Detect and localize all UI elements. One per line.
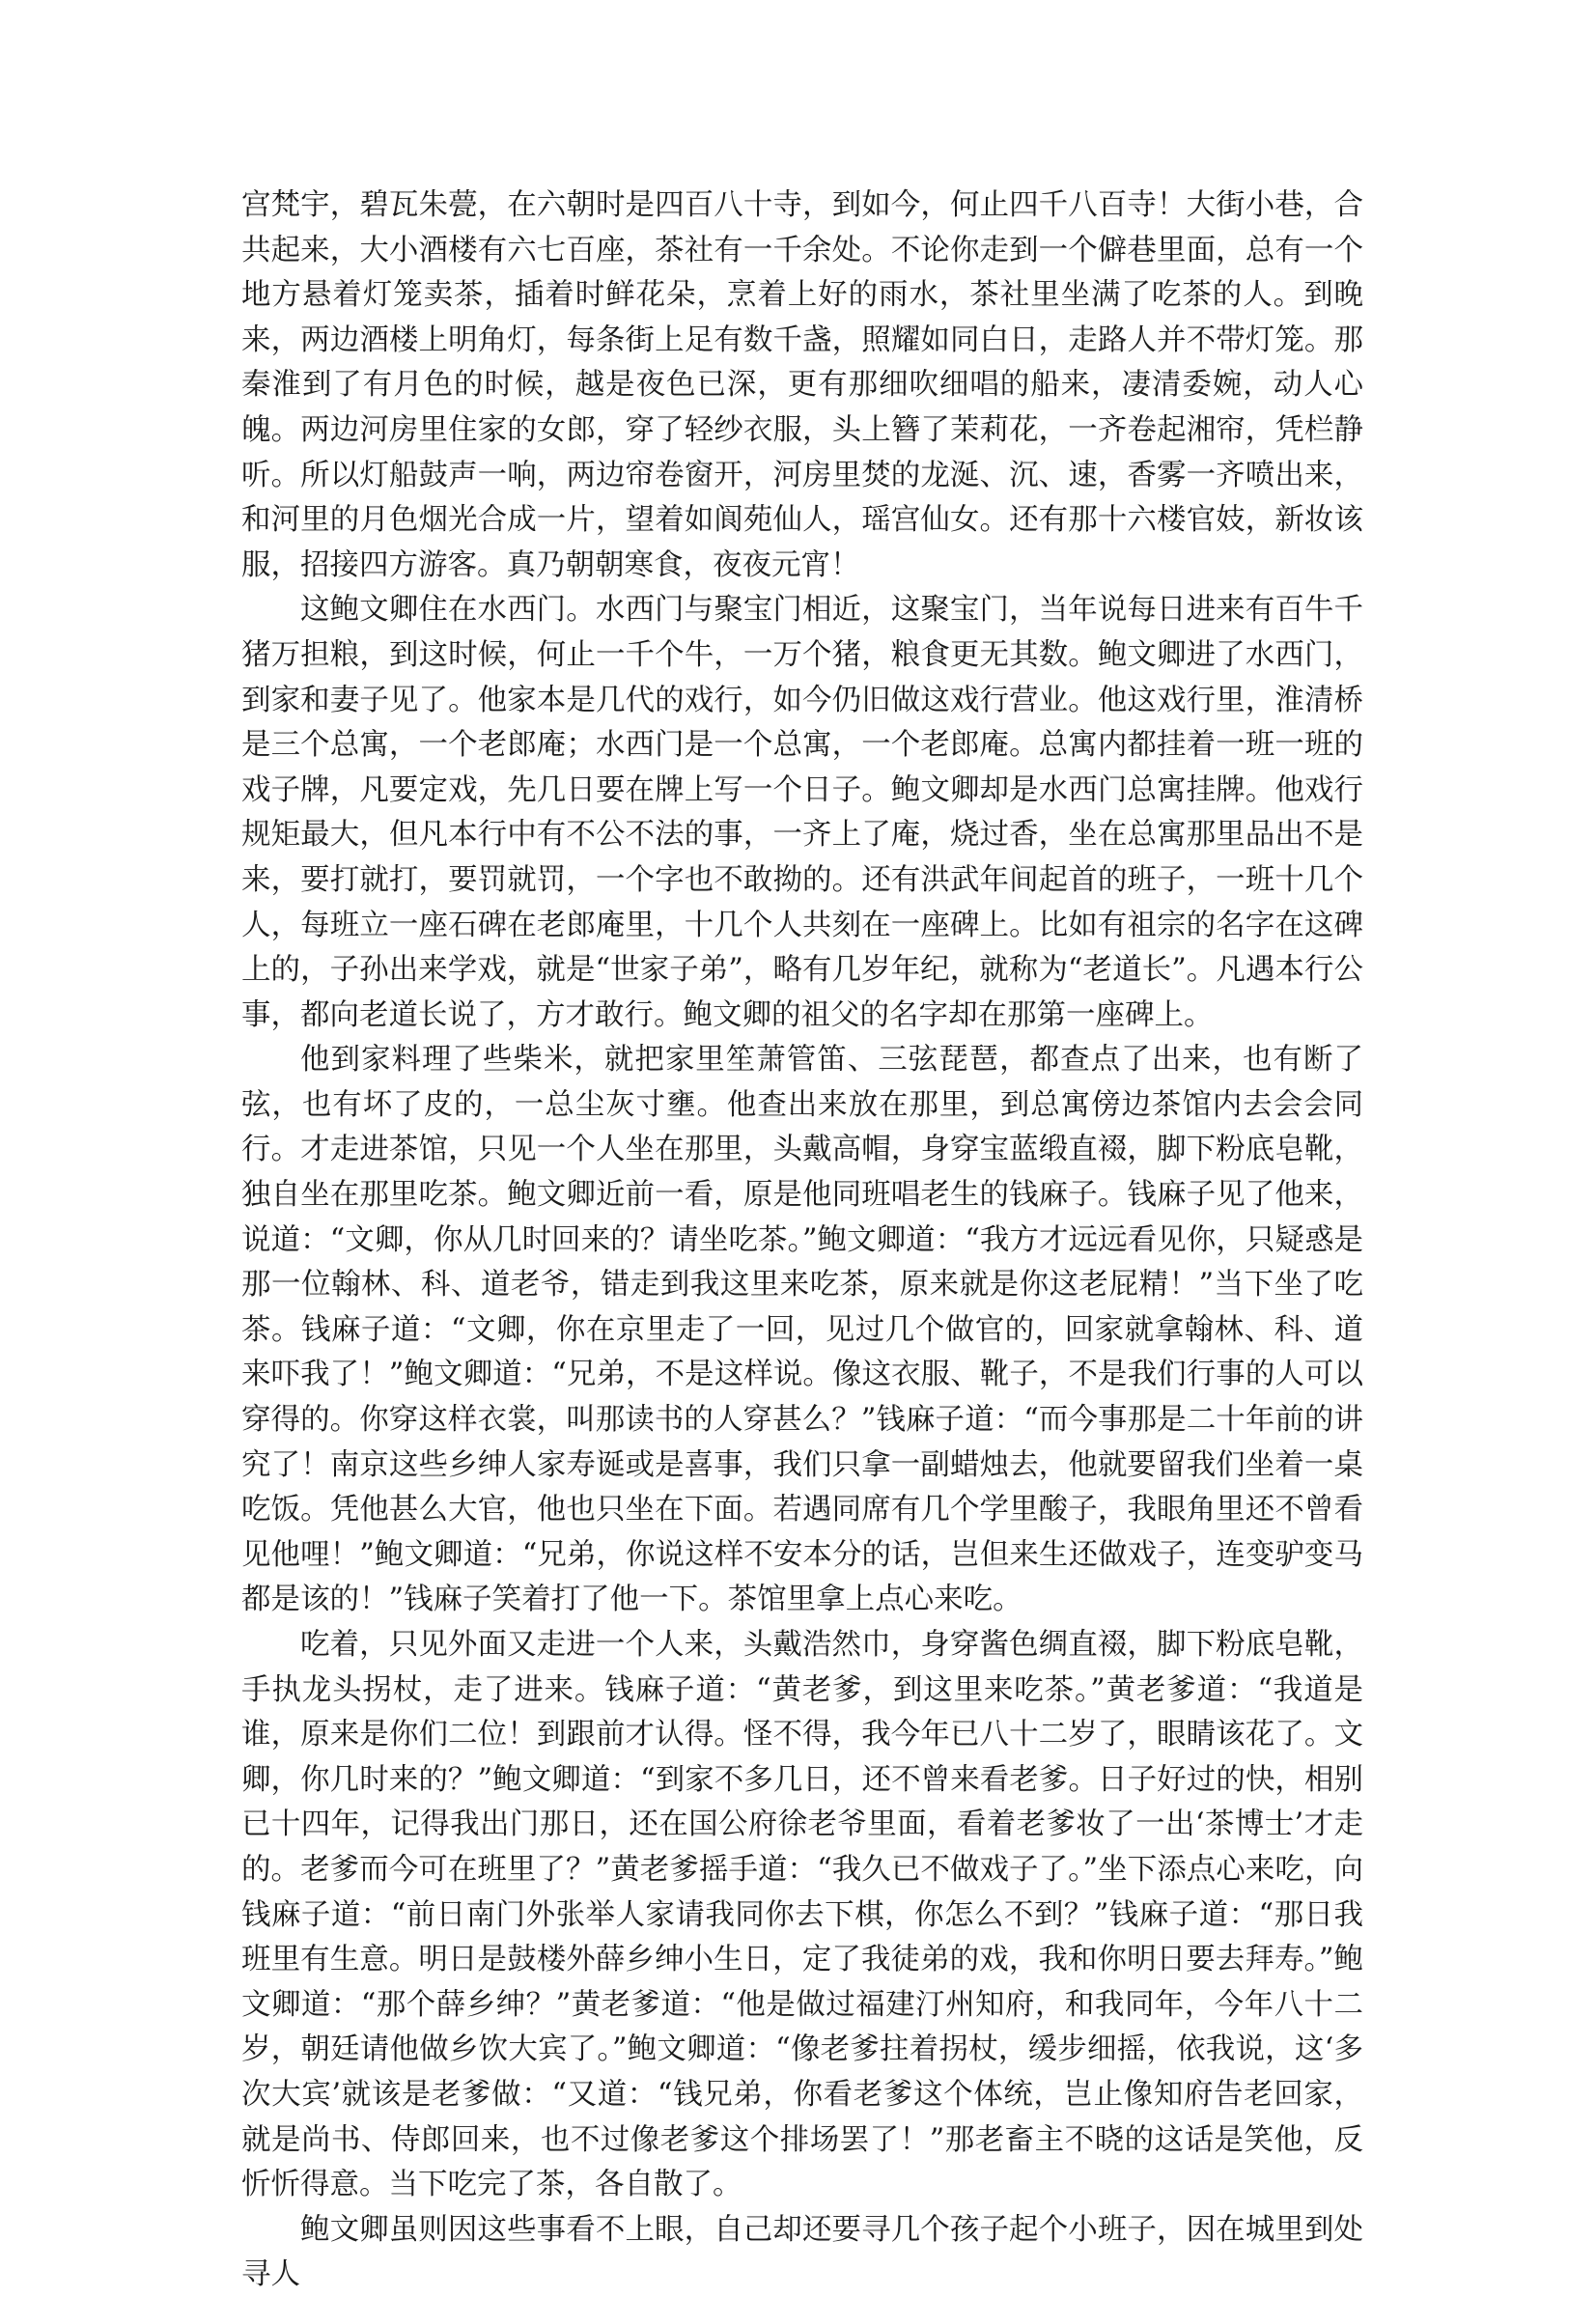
document-page <box>241 183 1363 2298</box>
paragraph-teahouse: 他到家料理了些柴米，就把家里笙萧管笛、三弦琵琶，都查点了出来，也有断了弦，也有坏了皮的，一总尘灰寸壅。他查出来放在那里，到总寓傍边茶馆内去会会同行。才走进茶馆，只见一个人坐在那里，头戴高帽，身穿宝蓝缎直裰，脚下粉底皂靴，独自坐在那里吃茶。鲍文卿近前一看，原是他同班唱老生的钱麻子。钱麻子见了他来，说道：“文卿，你从几时回来的？请坐吃茶。”鲍文卿道：“我方才远远看见你，只疑惑是那一位翰林、科、道老爷，错走到我这里来吃茶，原来就是你这老屁精！”当下坐了吃茶。钱麻子道：“文卿，你在京里走了一回，见过几个做官的，回家就拿翰林、科、道来吓我了！”鲍文卿道：“兄弟，不是这样说。像这衣服、靴子，不是我们行事的人可以穿得的。你穿这样衣裳，叫那读书的人穿甚么？”钱麻子道：“而今事那是二十年前的讲究了！南京这些乡绅人家寿诞或是喜事，我们只拿一副蜡烛去，他就要留我们坐着一桌吃饭。凭他甚么大官，他也只坐在下面。若遇同席有几个学里酸子，我眼角里还不曾看见他哩！”鲍文卿道：“兄弟，你说这样不安本分的话，岂但来生还做戏子，连变驴变马都是该的！”钱麻子笑着打了他一下。茶馆里拿上点心来吃。 <box>241 1043 1363 1617</box>
paragraph-huang-laodie: 吃着，只见外面又走进一个人来，头戴浩然巾，身穿酱色绸直裰，脚下粉底皂靴，手执龙头拐杖，走了进来。钱麻子道：“黄老爹，到这里来吃茶。”黄老爹道：“我道是谁，原来是你们二位！到跟前才认得。怪不得，我今年已八十二岁了，眼睛该花了。文卿，你几时来的？”鲍文卿道：“到家不多几日，还不曾来看老爹。日子好过的快，相别已十四年，记得我出门那日，还在国公府徐老爷里面，看着老爹妆了一出‘茶博士’才走的。老爹而今可在班里了？”黄老爹摇手道：“我久已不做戏子了。”坐下添点心来吃，向钱麻子道：“前日南门外张举人家请我同你去下棋，你怎么不到？”钱麻子道：“那日我班里有生意。明日是鼓楼外薛乡绅小生日，定了我徒弟的戏，我和你明日要去拜寿。”鲍文卿道：“那个薛乡绅？”黄老爹道：“他是做过福建汀州知府，和我同年，今年八十二岁，朝廷请他做乡饮大宾了。”鲍文卿道：“像老爹拄着拐杖，缓步细摇，依我说，这‘多次大宾’就该是老爹做：“又道：“钱兄弟，你看老爹这个体统，岂止像知府告老回家，就是尚书、侍郎回来，也不过像老爹这个排场罢了！”那老畜主不晓的这话是笑他，反忻忻得意。当下吃完了茶，各自散了。 <box>241 1628 1363 2202</box>
paragraph-shuiximen: 这鲍文卿住在水西门。水西门与聚宝门相近，这聚宝门，当年说每日进来有百牛千猪万担粮，到这时候，何止一千个牛，一万个猪，粮食更无其数。鲍文卿进了水西门，到家和妻子见了。他家本是几代的戏行，如今仍旧做这戏行营业。他这戏行里，淮清桥是三个总寓，一个老郎庵；水西门是一个总寓，一个老郎庵。总寓内都挂着一班一班的戏子牌，凡要定戏，先几日要在牌上写一个日子。鲍文卿却是水西门总寓挂牌。他戏行规矩最大，但凡本行中有不公不法的事，一齐上了庵，烧过香，坐在总寓那里品出不是来，要打就打，要罚就罚，一个字也不敢拗的。还有洪武年间起首的班子，一班十几个人，每班立一座石碑在老郎庵里，十几个人共刻在一座碑上。比如有祖宗的名字在这碑上的，子孙出来学戏，就是“世家子弟”，略有几岁年纪，就称为“老道长”。凡遇本行公事，都向老道长说了，方才敢行。鲍文卿的祖父的名字却在那第一座碑上。 <box>241 593 1363 1032</box>
paragraph-qinhuai: 宫梵宇，碧瓦朱甍，在六朝时是四百八十寺，到如今，何止四千八百寺！大街小巷，合共起来，大小酒楼有六七百座，茶社有一千余处。不论你走到一个僻巷里面，总有一个地方悬着灯笼卖茶，插着时鲜花朵，烹着上好的雨水，茶社里坐满了吃茶的人。到晚来，两边酒楼上明角灯，每条街上足有数千盏，照耀如同白日，走路人并不带灯笼。那秦淮到了有月色的时候，越是夜色已深，更有那细吹细唱的船来，凄清委婉，动人心魄。两边河房里住家的女郎，穿了轻纱衣服，头上簪了茉莉花，一齐卷起湘帘，凭栏静听。所以灯船鼓声一响，两边帘卷窗开，河房里焚的龙涎、沉、速，香雾一齐喷出来，和河里的月色烟光合成一片，望着如阆苑仙人，瑶宫仙女。还有那十六楼官妓，新妆该服，招接四方游客。真乃朝朝寒食，夜夜元宵！ <box>241 188 1363 582</box>
paragraph-small-troupe: 鲍文卿虽则因这些事看不上眼，自己却还要寻几个孩子起个小班子，因在城里到处寻人 <box>241 2212 1363 2292</box>
